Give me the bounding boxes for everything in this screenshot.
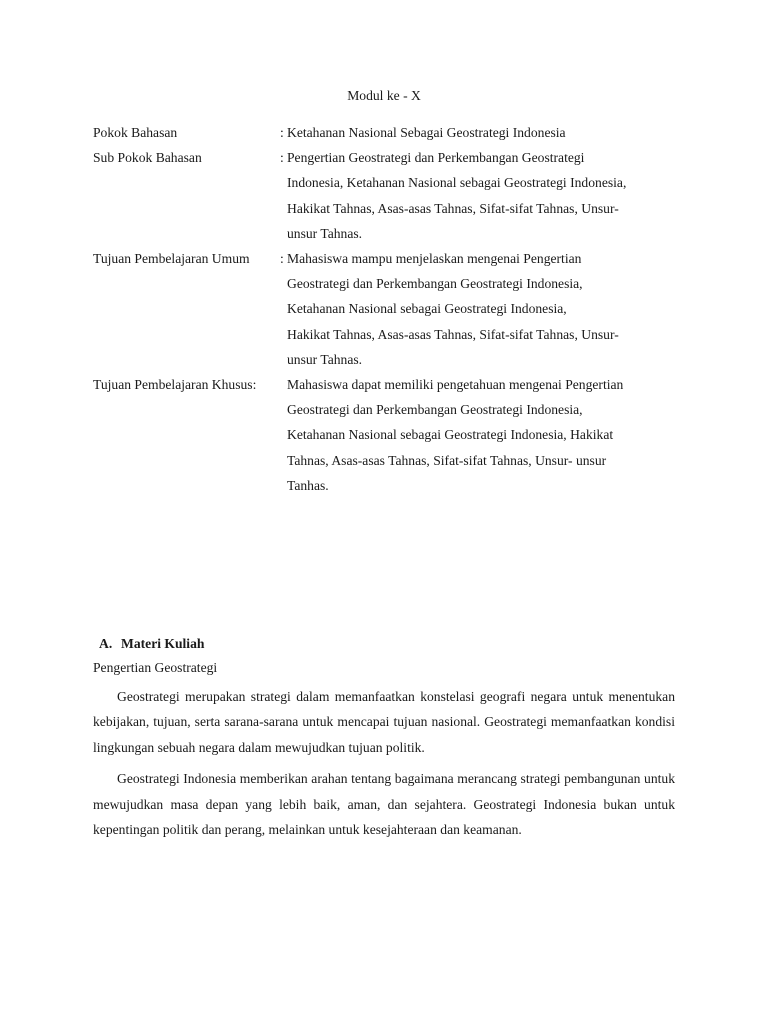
meta-value-line: Tahnas, Asas-asas Tahnas, Sifat-sifat Tahnas, Unsur- unsur bbox=[287, 452, 607, 468]
meta-value-line: Geostrategi dan Perkembangan Geostrategi Indonesia, bbox=[287, 276, 583, 292]
meta-value bbox=[287, 145, 683, 246]
meta-value-line: Mahasiswa mampu menjelaskan mengenai Pengertian bbox=[287, 251, 582, 267]
section-letter: A. bbox=[99, 636, 113, 651]
meta-row-tujuan-umum bbox=[93, 246, 683, 372]
module-title: Modul ke - X bbox=[347, 88, 421, 103]
meta-value-line: Mahasiswa dapat memiliki pengetahuan mengenai Pengertian bbox=[287, 377, 624, 393]
meta-value-line: unsur Tahnas. bbox=[287, 225, 363, 241]
meta-value-line: Tanhas. bbox=[287, 477, 329, 493]
subheading: Pengertian Geostrategi bbox=[93, 660, 218, 675]
meta-value-line: Pengertian Geostrategi dan Perkembangan Geostrategi bbox=[287, 150, 585, 166]
meta-label: Sub Pokok Bahasan bbox=[93, 150, 202, 166]
meta-colon: : bbox=[280, 125, 284, 140]
meta-value-line: Hakikat Tahnas, Asas-asas Tahnas, Sifat-sifat Tahnas, Unsur- bbox=[287, 200, 619, 216]
meta-row-tujuan-khusus bbox=[93, 372, 683, 498]
paragraph: Geostrategi Indonesia memberikan arahan tentang bagaimana merancang strategi pembangunan untuk mewujudkan masa depan yang lebih baik, aman, dan sejahtera. Geostrategi Indonesia bukan untuk kepentingan politik dan perang, melainkan untuk kesejahteraan dan keamanan. bbox=[93, 771, 675, 838]
meta-value-line: Ketahanan Nasional sebagai Geostrategi Indonesia, Hakikat bbox=[287, 427, 614, 443]
section-materi-kuliah bbox=[93, 632, 675, 842]
meta-value bbox=[287, 120, 683, 145]
paragraph: Geostrategi merupakan strategi dalam memanfaatkan konstelasi geografi negara untuk menentukan kebijakan, tujuan, serta sarana-sarana untuk mencapai tujuan nasional. Geostrategi memanfaatkan kondisi lingkungan sebuah negara dalam mewujudkan tujuan politik. bbox=[93, 689, 675, 755]
meta-value bbox=[287, 246, 683, 372]
meta-value-line: Indonesia, Ketahanan Nasional sebagai Geostrategi Indonesia, bbox=[287, 175, 627, 191]
meta-row-pokok-bahasan bbox=[93, 120, 683, 145]
meta-colon: : bbox=[280, 150, 284, 166]
meta-label: Tujuan Pembelajaran Umum bbox=[93, 251, 250, 267]
meta-colon: : bbox=[280, 251, 284, 267]
meta-value bbox=[287, 372, 683, 498]
meta-row-sub-pokok-bahasan bbox=[93, 145, 683, 246]
meta-label: Tujuan Pembelajaran Khusus: bbox=[93, 377, 257, 393]
meta-value-line: Ketahanan Nasional Sebagai Geostrategi Indonesia bbox=[287, 125, 566, 140]
meta-value-line: unsur Tahnas. bbox=[287, 351, 363, 367]
meta-value-line: Ketahanan Nasional sebagai Geostrategi Indonesia, bbox=[287, 301, 567, 317]
section-title: Materi Kuliah bbox=[121, 636, 205, 651]
module-info bbox=[93, 120, 683, 498]
meta-label: Pokok Bahasan bbox=[93, 125, 178, 140]
meta-value-line: Geostrategi dan Perkembangan Geostrategi Indonesia, bbox=[287, 402, 583, 418]
meta-value-line: Hakikat Tahnas, Asas-asas Tahnas, Sifat-sifat Tahnas, Unsur- bbox=[287, 326, 619, 342]
section-heading bbox=[93, 632, 675, 656]
